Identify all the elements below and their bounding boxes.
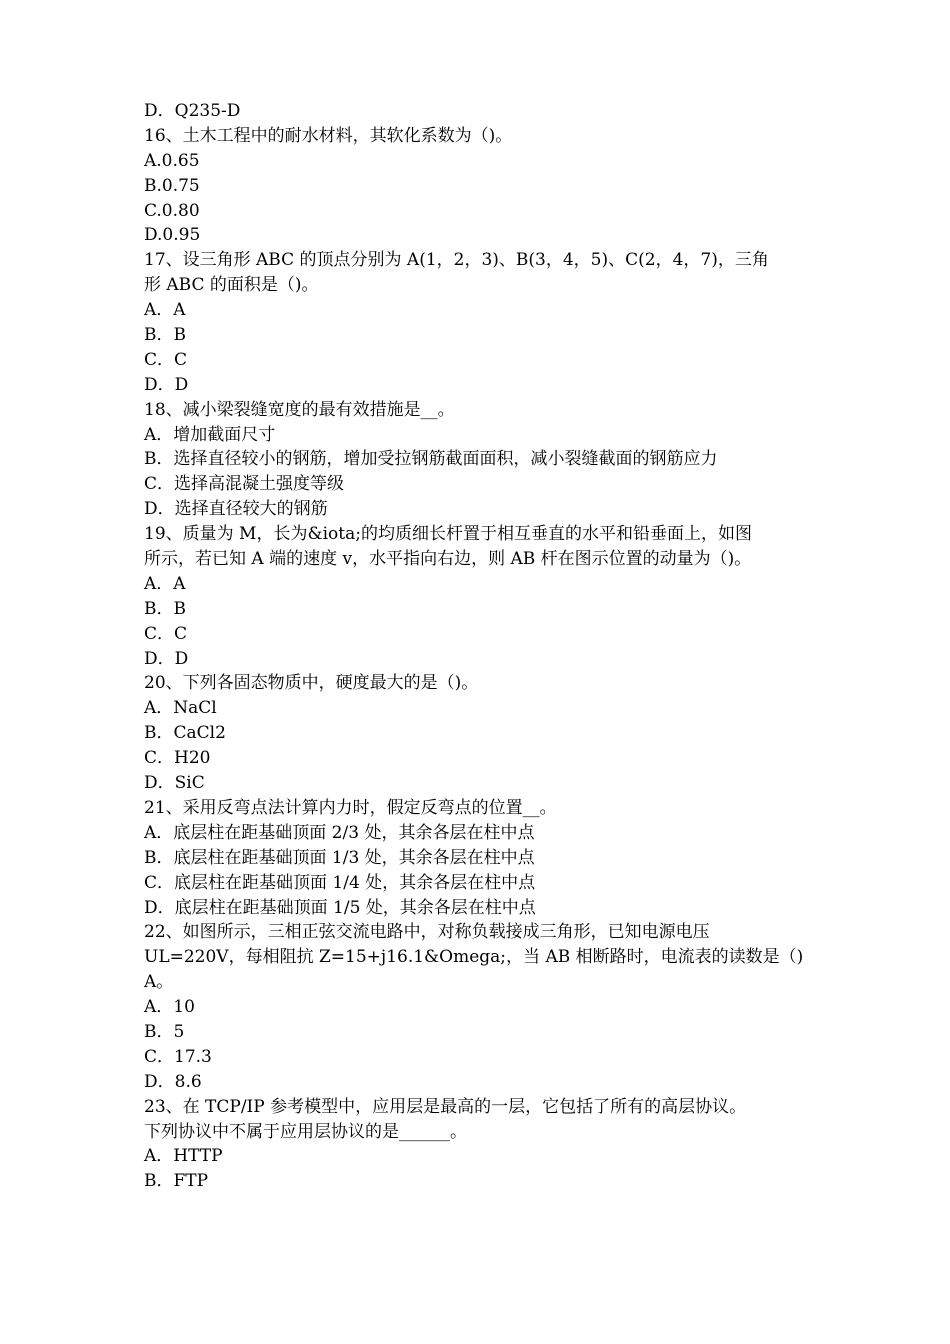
- question-22: 22、如图所示，三相正弦交流电路中，对称负载接成三角形，已知电源电压: [144, 922, 710, 943]
- question-23-cont: 下列协议中不属于应用层协议的是______。: [144, 1121, 467, 1142]
- option-line: B．B: [144, 325, 186, 346]
- option-line: B．CaCl2: [144, 723, 226, 744]
- question-19-cont: 所示，若已知 A 端的速度 v，水平指向右边，则 AB 杆在图示位置的动量为（)。: [144, 549, 752, 570]
- option-line: B．5: [144, 1021, 185, 1042]
- document-body: [144, 99, 809, 1194]
- option-line: B．FTP: [144, 1171, 209, 1192]
- option-line: B．B: [144, 598, 186, 619]
- option-line: D.0.95: [144, 225, 201, 246]
- question-16: 16、土木工程中的耐水材料，其软化系数为（)。: [144, 125, 513, 146]
- option-line: A．10: [144, 997, 195, 1018]
- option-line: D．D: [144, 374, 189, 395]
- option-line: A．HTTP: [144, 1146, 223, 1167]
- option-line: B.0.75: [144, 175, 200, 196]
- option-line: D．8.6: [144, 1071, 202, 1092]
- question-22-cont: UL=220V，每相阻抗 Z=15+j16.1&Omega;，当 AB 相断路时，电流表的读数是（): [144, 947, 804, 968]
- option-line: C．17.3: [144, 1046, 212, 1067]
- option-line: B．选择直径较小的钢筋，增加受拉钢筋截面面积，减小裂缝截面的钢筋应力: [144, 449, 718, 470]
- option-line: C．选择高混凝土强度等级: [144, 474, 345, 495]
- option-line: C．C: [144, 349, 188, 370]
- option-line: D．Q235-D: [144, 101, 241, 121]
- option-line: D．底层柱在距基础顶面 1/5 处，其余各层在柱中点: [144, 897, 536, 918]
- option-line: D．选择直径较大的钢筋: [144, 499, 328, 520]
- option-line: C.0.80: [144, 200, 200, 221]
- question-19: 19、质量为 M，长为&iota;的均质细长杆置于相互垂直的水平和铅垂面上，如图: [144, 524, 752, 545]
- option-line: C．底层柱在距基础顶面 1/4 处，其余各层在柱中点: [144, 872, 536, 893]
- option-line: A.0.65: [144, 150, 200, 171]
- option-line: A．增加截面尺寸: [144, 424, 276, 445]
- question-21: 21、采用反弯点法计算内力时，假定反弯点的位置__。: [144, 797, 557, 818]
- question-20: 20、下列各固态物质中，硬度最大的是（)。: [144, 673, 479, 694]
- option-line: A．NaCl: [144, 698, 217, 719]
- option-line: A．A: [144, 573, 186, 594]
- question-17-cont: 形 ABC 的面积是（)。: [144, 275, 319, 296]
- option-line: D．SiC: [144, 773, 205, 794]
- option-line: D．D: [144, 648, 189, 669]
- option-line: B．底层柱在距基础顶面 1/3 处，其余各层在柱中点: [144, 847, 535, 868]
- question-22-cont: A。: [144, 972, 174, 993]
- option-line: A．底层柱在距基础顶面 2/3 处，其余各层在柱中点: [144, 822, 535, 843]
- question-23: 23、在 TCP/IP 参考模型中，应用层是最高的一层，它包括了所有的高层协议。: [144, 1096, 747, 1117]
- question-18: 18、减小梁裂缝宽度的最有效措施是__。: [144, 399, 455, 420]
- option-line: C．H20: [144, 748, 211, 769]
- option-line: C．C: [144, 623, 188, 644]
- option-line: A．A: [144, 300, 186, 321]
- question-17: 17、设三角形 ABC 的顶点分别为 A(1，2，3)、B(3，4，5)、C(2，4，7)，三角: [144, 250, 769, 271]
